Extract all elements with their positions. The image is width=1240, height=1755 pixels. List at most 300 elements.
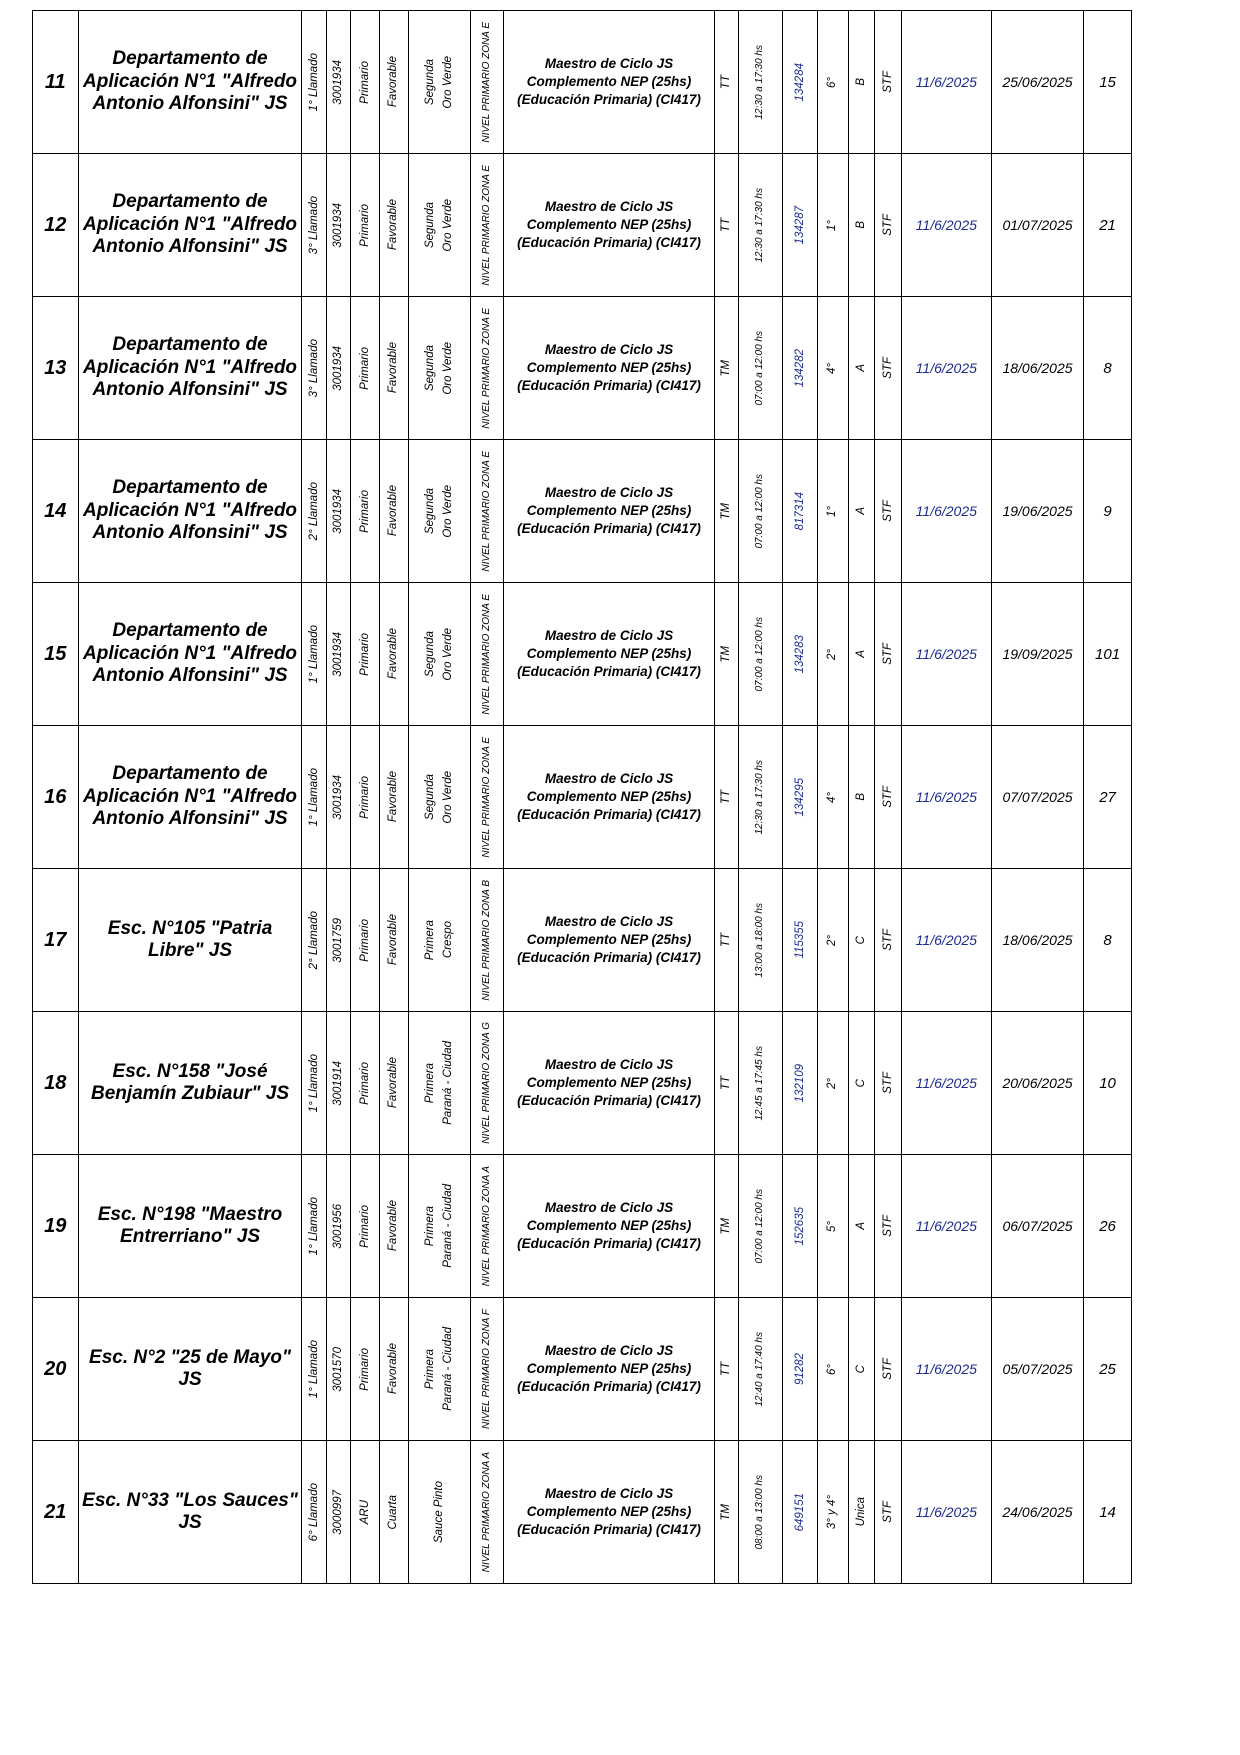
zone [471, 297, 504, 440]
locality-text: Paraná - Ciudad [442, 1041, 455, 1125]
schedule-text: 12:30 a 17:30 hs [754, 187, 766, 263]
row-number: 16 [33, 726, 79, 869]
zone [471, 1012, 504, 1155]
schedule-text: 12:40 a 17:40 hs [754, 1331, 766, 1407]
condition-text: STF [881, 786, 894, 808]
school-name: Esc. N°198 "Maestro Entrerriano" JS [78, 1155, 302, 1298]
schedule-text: 12:30 a 17:30 hs [754, 759, 766, 835]
level-text: Primario [358, 60, 371, 104]
grade-text: 4° [826, 362, 839, 374]
days-count: 101 [1084, 583, 1132, 726]
school-name: Esc. N°33 "Los Sauces" JS [78, 1441, 302, 1584]
department [408, 583, 471, 726]
call-number-text: 2° Llamado [307, 910, 320, 970]
category [379, 583, 408, 726]
cue-code-text: 3001759 [332, 917, 345, 963]
table-row [33, 869, 1132, 1012]
position-code [782, 1012, 817, 1155]
department [408, 440, 471, 583]
category [379, 1441, 408, 1584]
schedule-text: 12:45 a 17:45 hs [754, 1045, 766, 1121]
position-code-text: 134282 [793, 348, 806, 388]
position-code [782, 440, 817, 583]
turn [715, 1298, 739, 1441]
zone-text: NIVEL PRIMARIO ZONA A [480, 1165, 492, 1287]
row-number: 15 [33, 583, 79, 726]
schedule-text: 07:00 a 12:00 hs [754, 1188, 766, 1264]
call-number [302, 154, 326, 297]
row-number: 11 [33, 11, 79, 154]
locality-text: Oro Verde [442, 55, 455, 109]
level-text: Primario [358, 203, 371, 247]
cue-code-text: 3000997 [332, 1489, 345, 1535]
charge-description: Maestro de Ciclo JS Complemento NEP (25hs) (Educación Primaria) (CI417) [503, 869, 714, 1012]
division-text: B [855, 221, 868, 229]
category [379, 154, 408, 297]
condition [875, 1012, 902, 1155]
turn-text: TT [720, 217, 733, 233]
take-date: 19/09/2025 [991, 583, 1083, 726]
schedule-text: 07:00 a 12:00 hs [754, 616, 766, 692]
schedule-text: 13:00 a 18:00 hs [754, 902, 766, 978]
condition [875, 1298, 902, 1441]
condition [875, 1441, 902, 1584]
department-text: Segunda [423, 201, 436, 249]
zone [471, 154, 504, 297]
condition-text: STF [881, 71, 894, 93]
days-count: 8 [1084, 869, 1132, 1012]
call-number-text: 1° Llamado [307, 1053, 320, 1113]
grade [817, 1012, 848, 1155]
division-text: Unica [855, 1497, 868, 1527]
schedule [739, 11, 782, 154]
division [848, 1012, 875, 1155]
cue-code-text: 3001934 [332, 59, 345, 105]
department [408, 726, 471, 869]
cue-code [326, 1298, 350, 1441]
publication-date: 11/6/2025 [901, 726, 991, 869]
table-row [33, 154, 1132, 297]
turn [715, 1441, 739, 1584]
department-text: Primera [423, 919, 436, 961]
grade-text: 4° [826, 791, 839, 803]
publication-date: 11/6/2025 [901, 11, 991, 154]
school-name: Departamento de Aplicación N°1 "Alfredo Antonio Alfonsini" JS [78, 11, 302, 154]
grade [817, 297, 848, 440]
call-number-text: 3° Llamado [307, 338, 320, 398]
charge-description: Maestro de Ciclo JS Complemento NEP (25hs) (Educación Primaria) (CI417) [503, 11, 714, 154]
zone [471, 1155, 504, 1298]
turn [715, 440, 739, 583]
division-text: A [855, 507, 868, 515]
take-date: 19/06/2025 [991, 440, 1083, 583]
call-number [302, 297, 326, 440]
level [351, 869, 380, 1012]
position-code-text: 91282 [793, 1353, 806, 1385]
turn [715, 1012, 739, 1155]
zone-text: NIVEL PRIMARIO ZONA E [480, 450, 492, 572]
call-number-text: 1° Llamado [307, 1339, 320, 1399]
condition [875, 583, 902, 726]
condition [875, 869, 902, 1012]
school-name: Esc. N°2 "25 de Mayo" JS [78, 1298, 302, 1441]
position-code-text: 152635 [793, 1206, 806, 1246]
level-text: Primario [358, 346, 371, 390]
grade-text: 2° [826, 934, 839, 946]
school-name: Departamento de Aplicación N°1 "Alfredo Antonio Alfonsini" JS [78, 297, 302, 440]
position-code [782, 583, 817, 726]
category [379, 726, 408, 869]
division-text: B [855, 793, 868, 801]
schedule [739, 1298, 782, 1441]
cue-code [326, 1012, 350, 1155]
locality-text: Paraná - Ciudad [442, 1184, 455, 1268]
cue-code-text: 3001934 [332, 774, 345, 820]
grade [817, 1441, 848, 1584]
department [408, 1441, 471, 1584]
department-text: Primera [423, 1062, 436, 1104]
cue-code-text: 3001914 [332, 1060, 345, 1106]
take-date: 20/06/2025 [991, 1012, 1083, 1155]
department [408, 11, 471, 154]
department [408, 154, 471, 297]
schedule [739, 1441, 782, 1584]
turn-text: TT [720, 74, 733, 90]
charge-description: Maestro de Ciclo JS Complemento NEP (25hs) (Educación Primaria) (CI417) [503, 1298, 714, 1441]
call-number-text: 1° Llamado [307, 52, 320, 112]
take-date: 01/07/2025 [991, 154, 1083, 297]
zone [471, 726, 504, 869]
level-text: ARU [358, 1499, 371, 1525]
grade [817, 1155, 848, 1298]
schedule [739, 297, 782, 440]
division [848, 11, 875, 154]
position-code [782, 154, 817, 297]
category-text: Favorable [387, 199, 400, 251]
table-row [33, 440, 1132, 583]
condition-text: STF [881, 1501, 894, 1523]
grade-text: 6° [826, 76, 839, 88]
position-code-text: 649151 [793, 1492, 806, 1532]
grade-text: 1° [826, 219, 839, 231]
charge-description: Maestro de Ciclo JS Complemento NEP (25hs) (Educación Primaria) (CI417) [503, 297, 714, 440]
call-number [302, 726, 326, 869]
charge-description: Maestro de Ciclo JS Complemento NEP (25hs) (Educación Primaria) (CI417) [503, 1441, 714, 1584]
zone [471, 11, 504, 154]
division [848, 1298, 875, 1441]
condition [875, 440, 902, 583]
school-name: Departamento de Aplicación N°1 "Alfredo Antonio Alfonsini" JS [78, 726, 302, 869]
table-row [33, 1441, 1132, 1584]
category-text: Favorable [387, 1343, 400, 1395]
days-count: 10 [1084, 1012, 1132, 1155]
condition-text: STF [881, 500, 894, 522]
locality-text: Oro Verde [442, 198, 455, 252]
position-code-text: 132109 [793, 1063, 806, 1103]
days-count: 15 [1084, 11, 1132, 154]
category-text: Favorable [387, 342, 400, 394]
charge-description: Maestro de Ciclo JS Complemento NEP (25hs) (Educación Primaria) (CI417) [503, 1012, 714, 1155]
cue-code [326, 726, 350, 869]
zone-text: NIVEL PRIMARIO ZONA E [480, 21, 492, 143]
schedule [739, 1155, 782, 1298]
locality-text: Oro Verde [442, 341, 455, 395]
cue-code [326, 440, 350, 583]
turn-text: TT [720, 1075, 733, 1091]
call-number-text: 1° Llamado [307, 767, 320, 827]
level [351, 1155, 380, 1298]
level [351, 154, 380, 297]
grade [817, 1298, 848, 1441]
category-text: Favorable [387, 1200, 400, 1252]
condition-text: STF [881, 1215, 894, 1237]
condition [875, 726, 902, 869]
locality-text: Oro Verde [442, 770, 455, 824]
charge-description: Maestro de Ciclo JS Complemento NEP (25hs) (Educación Primaria) (CI417) [503, 440, 714, 583]
call-number-text: 1° Llamado [307, 624, 320, 684]
cue-code [326, 869, 350, 1012]
cue-code [326, 1155, 350, 1298]
position-code [782, 1155, 817, 1298]
division [848, 1441, 875, 1584]
department [408, 297, 471, 440]
condition-text: STF [881, 1358, 894, 1380]
days-count: 25 [1084, 1298, 1132, 1441]
publication-date: 11/6/2025 [901, 1155, 991, 1298]
days-count: 26 [1084, 1155, 1132, 1298]
level [351, 1012, 380, 1155]
days-count: 14 [1084, 1441, 1132, 1584]
grade [817, 869, 848, 1012]
department [408, 1012, 471, 1155]
category-text: Favorable [387, 914, 400, 966]
charge-description: Maestro de Ciclo JS Complemento NEP (25hs) (Educación Primaria) (CI417) [503, 583, 714, 726]
division [848, 583, 875, 726]
publication-date: 11/6/2025 [901, 583, 991, 726]
category [379, 1012, 408, 1155]
grade-text: 6° [826, 1363, 839, 1375]
position-code [782, 869, 817, 1012]
turn-text: TM [720, 645, 733, 663]
school-name: Departamento de Aplicación N°1 "Alfredo Antonio Alfonsini" JS [78, 154, 302, 297]
school-name: Esc. N°158 "José Benjamín Zubiaur" JS [78, 1012, 302, 1155]
publication-date: 11/6/2025 [901, 297, 991, 440]
table-row [33, 583, 1132, 726]
condition [875, 11, 902, 154]
turn-text: TM [720, 502, 733, 520]
grade [817, 726, 848, 869]
level-text: Primario [358, 918, 371, 962]
call-number [302, 1441, 326, 1584]
take-date: 05/07/2025 [991, 1298, 1083, 1441]
call-number-text: 3° Llamado [307, 195, 320, 255]
schedule [739, 869, 782, 1012]
grade [817, 154, 848, 297]
category-text: Favorable [387, 1057, 400, 1109]
row-number: 21 [33, 1441, 79, 1584]
zone-text: NIVEL PRIMARIO ZONA E [480, 164, 492, 286]
publication-date: 11/6/2025 [901, 1012, 991, 1155]
call-number-text: 1° Llamado [307, 1196, 320, 1256]
school-name: Departamento de Aplicación N°1 "Alfredo Antonio Alfonsini" JS [78, 440, 302, 583]
school-name: Esc. N°105 "Patria Libre" JS [78, 869, 302, 1012]
level-text: Primario [358, 1061, 371, 1105]
cue-code-text: 3001934 [332, 631, 345, 677]
call-number-text: 2° Llamado [307, 481, 320, 541]
category [379, 297, 408, 440]
days-count: 8 [1084, 297, 1132, 440]
publication-date: 11/6/2025 [901, 1298, 991, 1441]
department-text: Segunda [423, 773, 436, 821]
category-text: Cuarta [387, 1494, 400, 1530]
department-text: Primera [423, 1205, 436, 1247]
department-text: Segunda [423, 630, 436, 678]
department-text: Segunda [423, 487, 436, 535]
grade [817, 583, 848, 726]
cue-code-text: 3001934 [332, 202, 345, 248]
take-date: 24/06/2025 [991, 1441, 1083, 1584]
schedule [739, 583, 782, 726]
division-text: A [855, 1222, 868, 1230]
row-number: 14 [33, 440, 79, 583]
turn [715, 726, 739, 869]
call-number-text: 6° Llamado [307, 1482, 320, 1542]
department [408, 869, 471, 1012]
days-count: 27 [1084, 726, 1132, 869]
grade [817, 440, 848, 583]
cue-code [326, 11, 350, 154]
call-number [302, 11, 326, 154]
schedule [739, 440, 782, 583]
cue-code-text: 3001934 [332, 488, 345, 534]
charge-description: Maestro de Ciclo JS Complemento NEP (25hs) (Educación Primaria) (CI417) [503, 154, 714, 297]
table-row [33, 726, 1132, 869]
category-text: Favorable [387, 485, 400, 537]
cue-code [326, 1441, 350, 1584]
level-text: Primario [358, 775, 371, 819]
grade-text: 2° [826, 648, 839, 660]
table-row [33, 297, 1132, 440]
division [848, 154, 875, 297]
take-date: 25/06/2025 [991, 11, 1083, 154]
grade-text: 2° [826, 1077, 839, 1089]
level [351, 297, 380, 440]
cue-code-text: 3001956 [332, 1203, 345, 1249]
row-number: 20 [33, 1298, 79, 1441]
call-number [302, 1012, 326, 1155]
locality-text: Oro Verde [442, 627, 455, 681]
category [379, 440, 408, 583]
row-number: 12 [33, 154, 79, 297]
division-text: C [855, 935, 868, 945]
position-code [782, 297, 817, 440]
publication-date: 11/6/2025 [901, 869, 991, 1012]
take-date: 18/06/2025 [991, 869, 1083, 1012]
charge-description: Maestro de Ciclo JS Complemento NEP (25hs) (Educación Primaria) (CI417) [503, 726, 714, 869]
cue-code [326, 583, 350, 726]
turn [715, 869, 739, 1012]
row-number: 18 [33, 1012, 79, 1155]
category-text: Favorable [387, 56, 400, 108]
condition-text: STF [881, 357, 894, 379]
turn-text: TM [720, 1503, 733, 1521]
grade-text: 3° y 4° [826, 1494, 839, 1530]
call-number [302, 1298, 326, 1441]
charge-description: Maestro de Ciclo JS Complemento NEP (25hs) (Educación Primaria) (CI417) [503, 1155, 714, 1298]
level-text: Primario [358, 489, 371, 533]
division [848, 869, 875, 1012]
condition [875, 154, 902, 297]
position-code [782, 1298, 817, 1441]
schedule-text: 12:30 a 17:30 hs [754, 44, 766, 120]
turn [715, 1155, 739, 1298]
level [351, 11, 380, 154]
take-date: 06/07/2025 [991, 1155, 1083, 1298]
condition-text: STF [881, 214, 894, 236]
schedule [739, 1012, 782, 1155]
category [379, 869, 408, 1012]
schedule [739, 726, 782, 869]
division [848, 726, 875, 869]
zone-text: NIVEL PRIMARIO ZONA G [480, 1022, 492, 1144]
cue-code-text: 3001570 [332, 1346, 345, 1392]
grade-text: 5° [826, 1220, 839, 1232]
row-number: 13 [33, 297, 79, 440]
level [351, 440, 380, 583]
condition-text: STF [881, 1072, 894, 1094]
level-text: Primario [358, 1204, 371, 1248]
turn-text: TT [720, 789, 733, 805]
department-text: Segunda [423, 344, 436, 392]
level-text: Primario [358, 1347, 371, 1391]
position-code-text: 134284 [793, 62, 806, 102]
zone-text: NIVEL PRIMARIO ZONA B [480, 879, 492, 1001]
publication-date: 11/6/2025 [901, 440, 991, 583]
turn [715, 11, 739, 154]
row-number: 19 [33, 1155, 79, 1298]
position-code-text: 134295 [793, 777, 806, 817]
division [848, 1155, 875, 1298]
division [848, 297, 875, 440]
table-row [33, 11, 1132, 154]
department-text: Segunda [423, 58, 436, 106]
position-code-text: 115355 [793, 921, 806, 959]
position-code [782, 726, 817, 869]
division-text: C [855, 1078, 868, 1088]
category-text: Favorable [387, 628, 400, 680]
table-row [33, 1298, 1132, 1441]
department-text: Sauce Pinto [432, 1480, 445, 1543]
level-text: Primario [358, 632, 371, 676]
division-text: B [855, 78, 868, 86]
days-count: 21 [1084, 154, 1132, 297]
take-date: 07/07/2025 [991, 726, 1083, 869]
turn-text: TT [720, 932, 733, 948]
call-number [302, 1155, 326, 1298]
locality-text: Oro Verde [442, 484, 455, 538]
level [351, 583, 380, 726]
turn [715, 297, 739, 440]
level [351, 726, 380, 869]
turn-text: TT [720, 1361, 733, 1377]
zone [471, 583, 504, 726]
row-number: 17 [33, 869, 79, 1012]
vacancy-listing-table [32, 10, 1132, 1584]
schedule-text: 07:00 a 12:00 hs [754, 330, 766, 406]
days-count: 9 [1084, 440, 1132, 583]
department-text: Primera [423, 1348, 436, 1390]
take-date: 18/06/2025 [991, 297, 1083, 440]
